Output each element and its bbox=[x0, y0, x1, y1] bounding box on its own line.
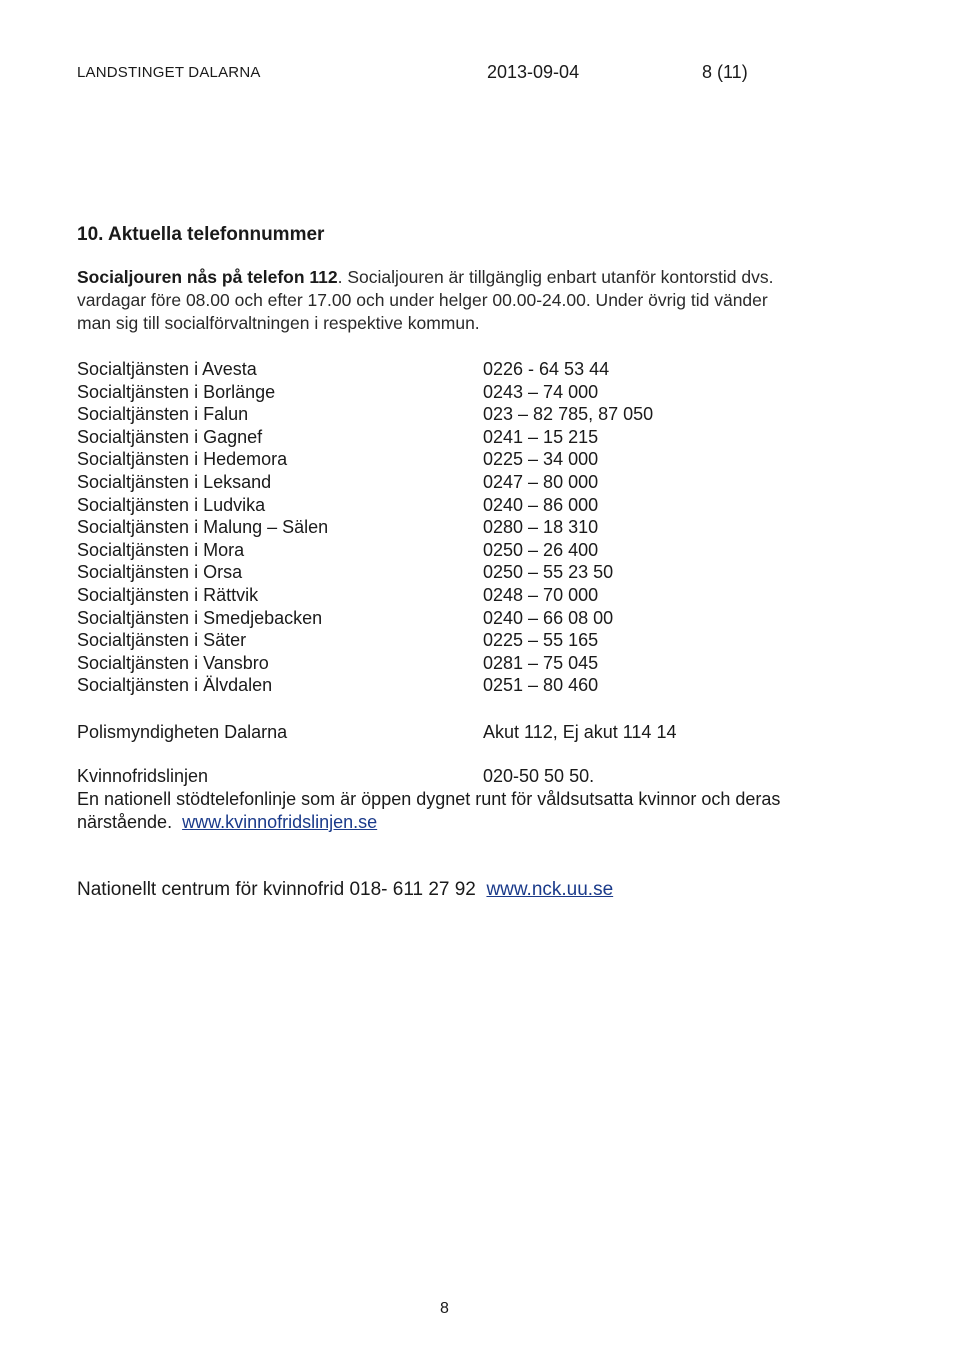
intro-line-1 bbox=[77, 266, 877, 289]
contact-phone: 0247 – 80 000 bbox=[483, 471, 599, 492]
nck-row bbox=[77, 878, 613, 902]
contact-row bbox=[77, 381, 897, 404]
kvinnofrid-description-line-2 bbox=[77, 811, 897, 834]
contact-phone: 0241 – 15 215 bbox=[483, 426, 599, 447]
contact-phone: 0226 - 64 53 44 bbox=[483, 359, 610, 379]
contact-phone: 0280 – 18 310 bbox=[483, 517, 599, 538]
header-organization: LANDSTINGET DALARNA bbox=[77, 64, 261, 81]
contact-phone: 0251 – 80 460 bbox=[483, 675, 599, 696]
nck-link[interactable]: www.nck.uu.se bbox=[486, 879, 614, 900]
contact-name: Socialtjänsten i Malung – Sälen bbox=[77, 517, 329, 538]
contact-name: Socialtjänsten i Avesta bbox=[77, 359, 257, 379]
contact-name: Socialtjänsten i Vansbro bbox=[77, 652, 269, 673]
contact-row bbox=[77, 358, 897, 381]
contact-name: Socialtjänsten i Ludvika bbox=[77, 494, 266, 515]
contact-name: Socialtjänsten i Borlänge bbox=[77, 381, 276, 402]
police-name: Polismyndigheten Dalarna bbox=[77, 722, 288, 742]
contact-phone: 0240 – 86 000 bbox=[483, 494, 599, 515]
contact-name: Socialtjänsten i Säter bbox=[77, 630, 247, 651]
contact-row bbox=[77, 561, 897, 584]
contact-name: Socialtjänsten i Älvdalen bbox=[77, 675, 273, 696]
contact-row bbox=[77, 607, 897, 630]
contact-list bbox=[77, 358, 897, 697]
contact-phone: 0250 – 55 23 50 bbox=[483, 562, 614, 583]
contact-name: Socialtjänsten i Falun bbox=[77, 404, 249, 425]
contact-name: Socialtjänsten i Orsa bbox=[77, 562, 243, 583]
contact-row bbox=[77, 652, 897, 675]
nck-text: Nationellt centrum för kvinnofrid 018- 611 27 92 bbox=[77, 879, 476, 900]
kvinnofrid-link[interactable]: www.kvinnofridslinjen.se bbox=[182, 812, 378, 832]
contact-row bbox=[77, 629, 897, 652]
kvinnofrid-name: Kvinnofridslinjen bbox=[77, 766, 209, 786]
contact-row bbox=[77, 426, 897, 449]
contact-name: Socialtjänsten i Leksand bbox=[77, 471, 272, 492]
contact-name: Socialtjänsten i Mora bbox=[77, 539, 245, 560]
contact-phone: 0225 – 55 165 bbox=[483, 630, 599, 651]
intro-bold: Socialjouren nås på telefon 112 bbox=[77, 267, 338, 287]
contact-row bbox=[77, 448, 897, 471]
contact-phone: 0240 – 66 08 00 bbox=[483, 607, 614, 628]
contact-phone: 0281 – 75 045 bbox=[483, 652, 599, 673]
intro-line-2: vardagar före 08.00 och efter 17.00 och under helger 00.00-24.00. Under övrig tid vänder bbox=[77, 290, 768, 310]
contact-phone: 023 – 82 785, 87 050 bbox=[483, 404, 654, 425]
header-date: 2013-09-04 bbox=[487, 62, 580, 82]
intro-rest-line-1: . Socialjouren är tillgänglig enbart utanför kontorstid dvs. bbox=[337, 267, 774, 287]
header-page-number: 8 (11) bbox=[702, 62, 748, 82]
contact-phone: 0248 – 70 000 bbox=[483, 584, 599, 605]
contact-name: Socialtjänsten i Smedjebacken bbox=[77, 607, 323, 628]
intro-line-3: man sig till socialförvaltningen i respektive kommun. bbox=[77, 313, 480, 333]
kvinnofrid-phone: 020-50 50 50. bbox=[483, 766, 595, 786]
kvinnofrid-description: En nationell stödtelefonlinje som är öppen dygnet runt för våldsutsatta kvinnor och deras bbox=[77, 789, 781, 809]
contact-row bbox=[77, 403, 897, 426]
police-phone: Akut 112, Ej akut 114 14 bbox=[483, 722, 677, 742]
page-header bbox=[77, 60, 877, 90]
contact-name: Socialtjänsten i Hedemora bbox=[77, 449, 288, 470]
kvinnofrid-row bbox=[77, 765, 897, 788]
contact-phone: 0225 – 34 000 bbox=[483, 449, 599, 470]
footer-page-number: 8 bbox=[440, 1300, 449, 1317]
contact-row bbox=[77, 674, 897, 697]
contact-row bbox=[77, 471, 897, 494]
kvinnofrid-description-end: närstående. bbox=[77, 812, 173, 832]
contact-row bbox=[77, 516, 897, 539]
intro-paragraph bbox=[77, 266, 877, 335]
contact-name: Socialtjänsten i Gagnef bbox=[77, 426, 263, 447]
contact-phone: 0243 – 74 000 bbox=[483, 381, 599, 402]
police-row bbox=[77, 720, 897, 744]
contact-row bbox=[77, 539, 897, 562]
section-title: 10. Aktuella telefonnummer bbox=[77, 224, 325, 245]
contact-name: Socialtjänsten i Rättvik bbox=[77, 584, 259, 605]
contact-phone: 0250 – 26 400 bbox=[483, 539, 599, 560]
kvinnofrid-block bbox=[77, 765, 897, 834]
contact-row bbox=[77, 584, 897, 607]
contact-row bbox=[77, 494, 897, 517]
